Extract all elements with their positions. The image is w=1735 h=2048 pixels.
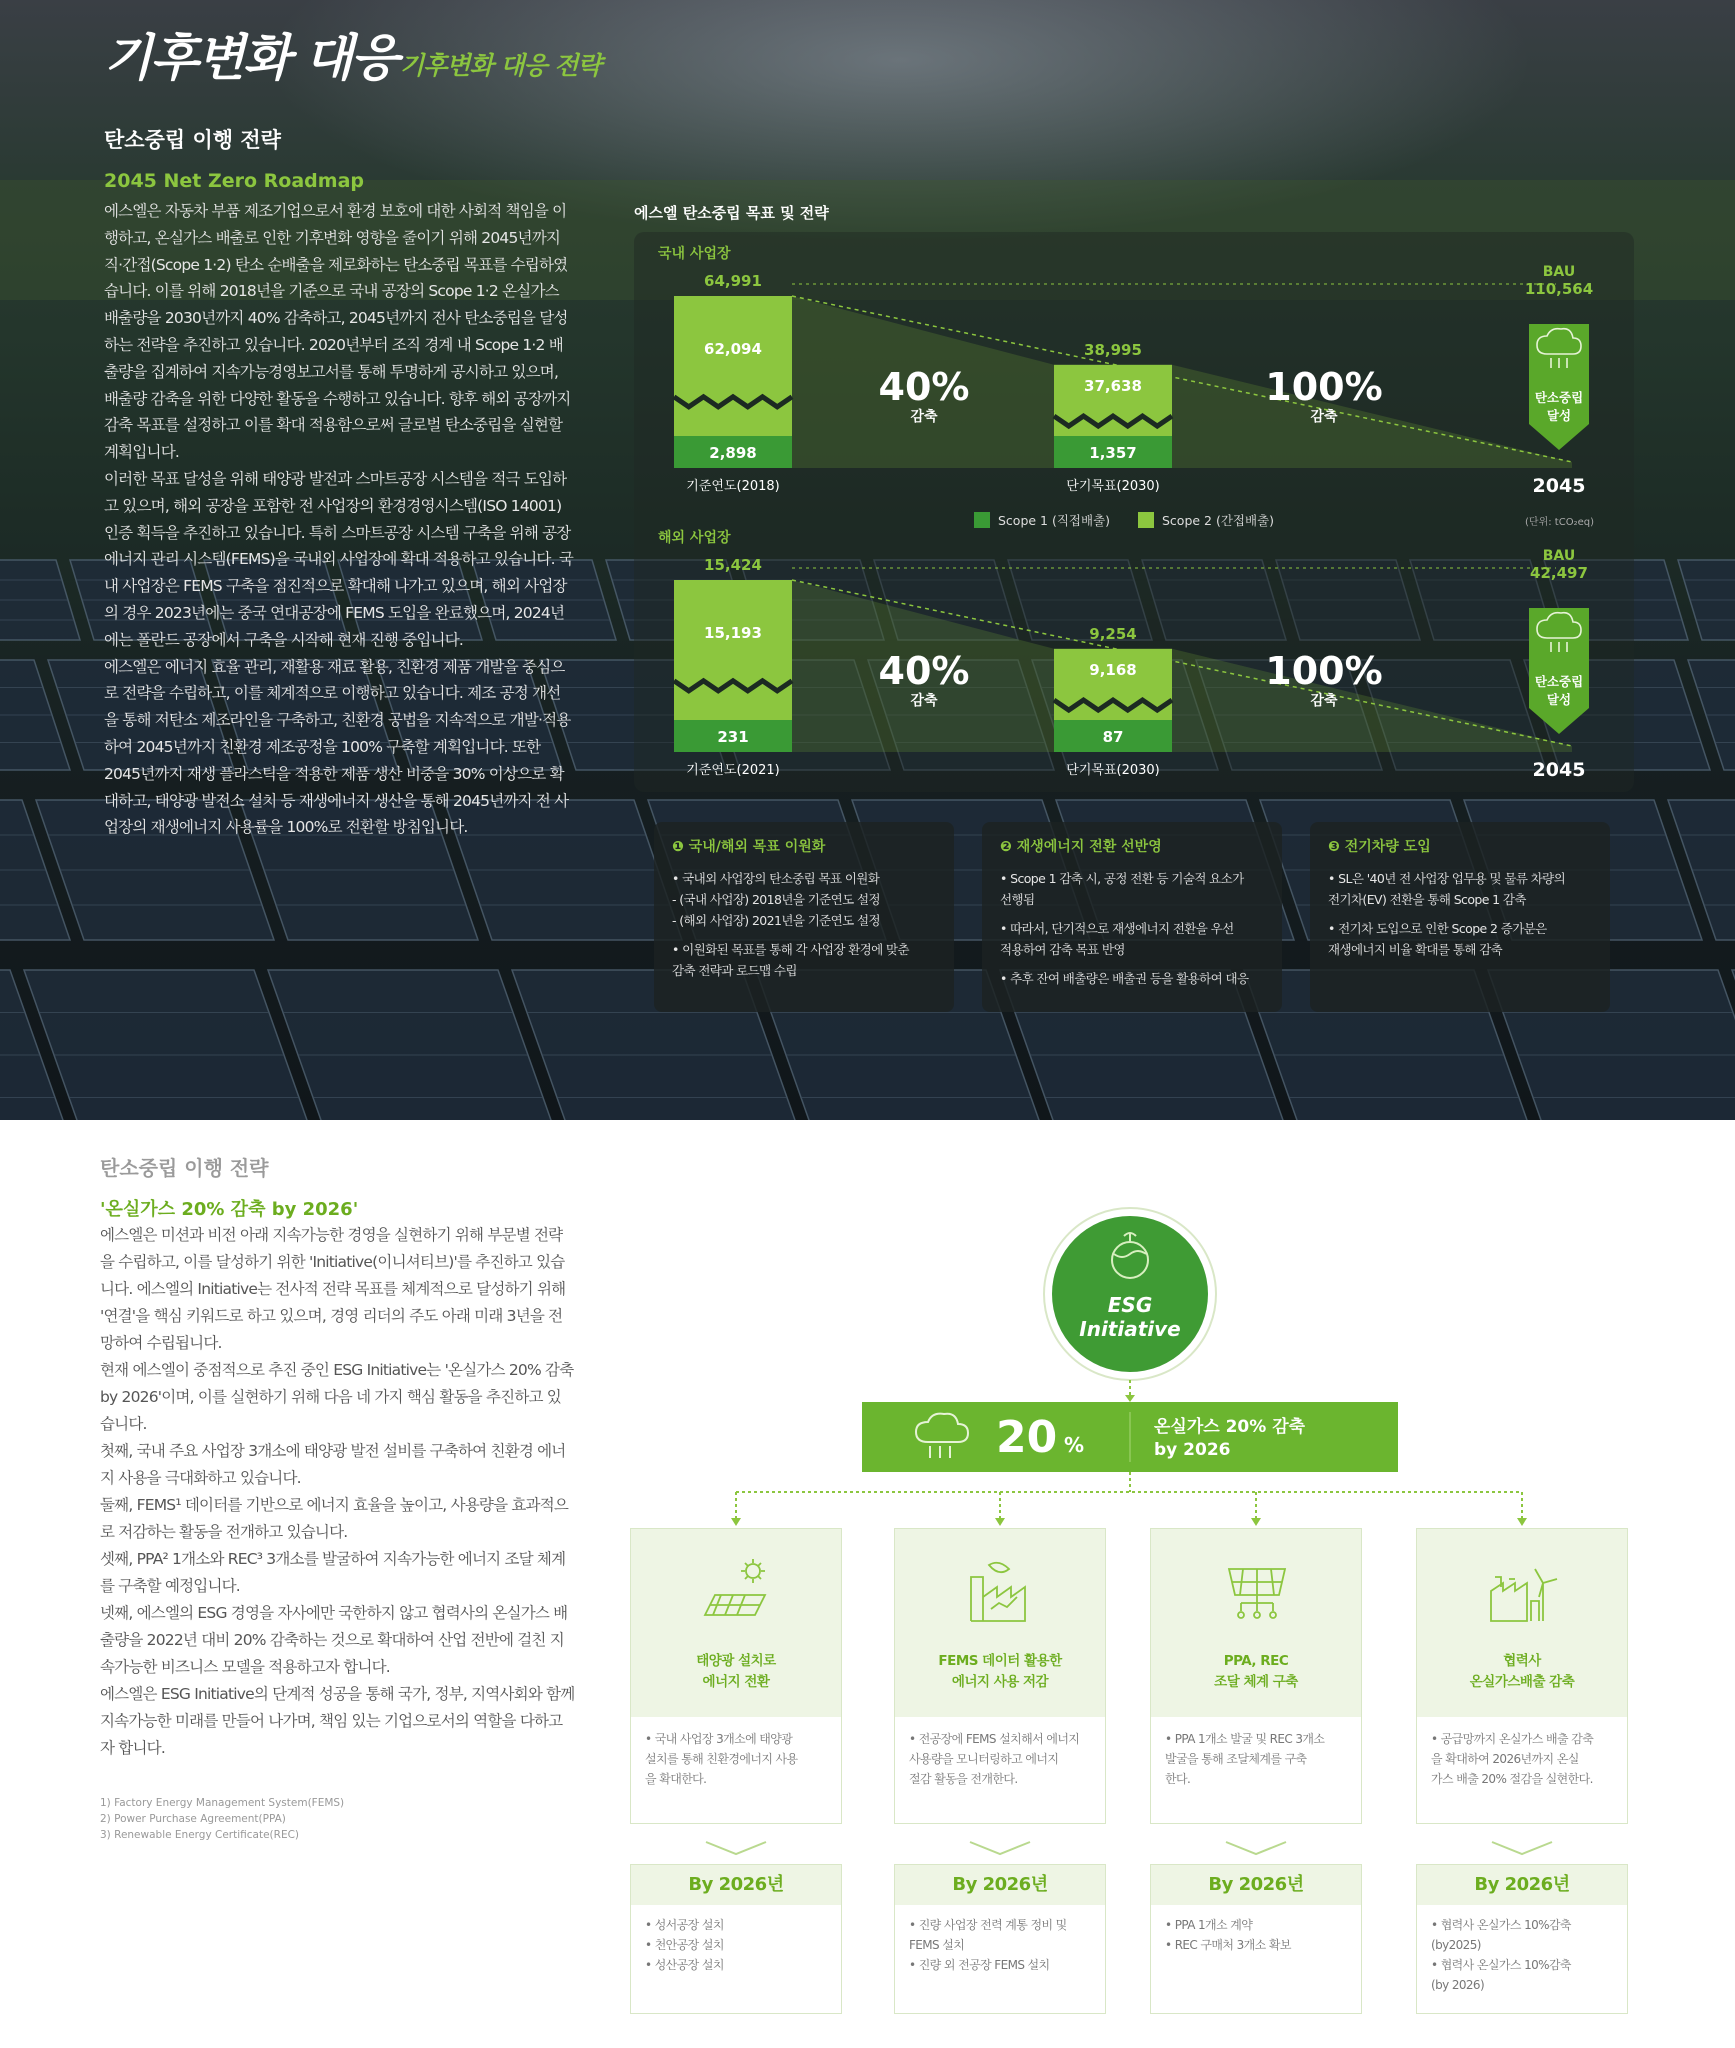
bottom-section-subtitle: '온실가스 20% 감축 by 2026' (100, 1199, 359, 1220)
action-desc: 발굴을 통해 조달체계를 구축 (1165, 1752, 1307, 1766)
esg-circle-line2: Initiative (1079, 1317, 1181, 1341)
reduction-label: 40% (878, 365, 970, 409)
category-label: 기준연도(2021) (686, 763, 780, 778)
end-year-label: 2045 (1532, 475, 1586, 497)
legend-label: Scope 1 (직접배출) (998, 513, 1111, 528)
total-label: 15,424 (704, 556, 762, 574)
action-desc: • 전공장에 FEMS 설치해서 에너지 (909, 1732, 1080, 1746)
factory-icon (961, 1557, 1041, 1627)
strategy-item-line: - (해외 사업장) 2021년을 기준연도 설정 (672, 913, 880, 928)
neutral-label: 달성 (1546, 692, 1572, 707)
bottom-paragraph: 첫째, 국내 주요 사업장 3개소에 태양광 발전 설비를 구축하여 친환경 에너지 사용을 극대화하고 있습니다. (100, 1442, 566, 1487)
by2026-item: • 진량 외 전공장 FEMS 설치 (909, 1958, 1050, 1972)
strategy-item-line: 감축 전략과 로드맵 수립 (672, 963, 797, 978)
by2026-item: • 천안공장 설치 (645, 1938, 724, 1952)
scope2-label: 37,638 (1084, 376, 1142, 395)
by2026-title: By 2026년 (1151, 1865, 1361, 1905)
action-title: 에너지 사용 저감 (951, 1674, 1049, 1690)
action-desc: 절감 활동을 전개한다. (909, 1772, 1018, 1786)
action-desc: • 국내 사업장 3개소에 태양광 (645, 1732, 793, 1746)
action-desc: 한다. (1165, 1772, 1191, 1786)
esg-initiative-diagram (600, 1190, 1700, 1530)
scope1-label: 87 (1102, 728, 1124, 746)
esg-circle-line1: ESG (1107, 1293, 1153, 1317)
strategy-item-line: • Scope 1 감축 시, 공정 전환 등 기술적 요소가 (1000, 871, 1244, 886)
total-label: 9,254 (1089, 624, 1137, 643)
action-card-ppa-rec (1150, 1528, 1362, 1824)
strategy-item (1000, 868, 1264, 910)
grid-panel-icon (1217, 1557, 1297, 1627)
neutral-label: 탄소중립 (1534, 390, 1584, 405)
strategy-item-line: • 추후 잔여 배출량은 배출권 등을 활용하여 대응 (1000, 971, 1249, 986)
by2026-item: • 협력사 온실가스 10%감축 (1431, 1958, 1571, 1972)
bottom-paragraph: 셋째, PPA² 1개소와 REC³ 3개소를 발굴하여 지속가능한 에너지 조달 체계를 구축할 예정입니다. (100, 1550, 566, 1595)
bar-scope2 (674, 580, 792, 720)
reduction-sub: 감축 (910, 693, 938, 709)
scope1-label: 2,898 (709, 444, 757, 462)
strategy-item (1328, 868, 1592, 910)
neutral-label: 탄소중립 (1534, 674, 1584, 689)
total-label: 38,995 (1084, 340, 1142, 359)
category-label: 단기목표(2030) (1066, 763, 1160, 778)
wind-factory-icon (1483, 1557, 1563, 1627)
bau-label: BAU (1542, 548, 1576, 564)
strategy-item-line: • SL은 '40년 전 사업장 업무용 및 물류 차량의 (1328, 871, 1566, 886)
strategy-card-dual-target (654, 822, 954, 1012)
total-label: 64,991 (704, 272, 762, 290)
by2026-item: • 성서공장 설치 (645, 1918, 724, 1932)
strategy-list (672, 868, 936, 981)
strategy-item (672, 868, 936, 931)
strategy-item-line: • 전기차 도입으로 인한 Scope 2 증가분은 (1328, 921, 1547, 936)
scope2-label: 62,094 (704, 340, 762, 358)
action-card-supplier (1416, 1528, 1628, 1824)
by2026-card-solar (630, 1864, 842, 2014)
bottom-section-heading: 탄소중립 이행 전략 (100, 1156, 269, 1180)
action-desc: 가스 배출 20% 절감을 실현한다. (1431, 1772, 1593, 1786)
strategy-item (1328, 918, 1592, 960)
by2026-item: • 성산공장 설치 (645, 1958, 724, 1972)
chart-title: 에스엘 탄소중립 목표 및 전략 (634, 204, 829, 222)
by2026-card-ppa-rec (1150, 1864, 1362, 2014)
legend-swatch-scope1 (974, 512, 990, 528)
chevron-row (600, 1834, 1700, 1864)
by2026-title: By 2026년 (1417, 1865, 1627, 1905)
footnotes (100, 1795, 344, 1843)
by2026-item: (by 2026) (1431, 1978, 1485, 1992)
by2026-item: • 협력사 온실가스 10%감축 (1431, 1918, 1571, 1932)
action-title: 조달 체계 구축 (1214, 1674, 1298, 1690)
intro-paragraph: 에스엘은 자동차 부품 제조기업으로서 환경 보호에 대한 사회적 책임을 이행하고, 온실가스 배출로 인한 기후변화 영향을 줄이기 위해 2045년까지 직·간접(Scope 1·2) 탄소 순배출을 제로화하는 탄소중립 목표를 수립하였습니다. 이를 위해 2018년을 기준으로 국내 공장의 Scope 1·2 온실가스 배출량을 2030년까지 40% 감축하고, 2045년까지 전사 탄소중립을 달성하는 전략을 추진하고 있습니다. 2020년부터 조직 경계 내 Scope 1·2 배출량을 집계하여 지속가능경영보고서를 통해 투명하게 공시하고 있으며, 배출량 감축을 위한 다양한 활동을 수행하고 있습니다. 향후 해외 공장까지 감축 목표를 설정하고 이를 확대 적용함으로써 글로벌 탄소중립을 실현할 계획입니다. (104, 202, 571, 462)
by2026-item: FEMS 설치 (909, 1938, 965, 1952)
reduction-sub: 감축 (910, 409, 938, 425)
strategy-title: ❷ 재생에너지 전환 선반영 (1000, 839, 1162, 855)
action-card-solar (630, 1528, 842, 1824)
strategy-item-line: • 국내외 사업장의 탄소중립 목표 이원화 (672, 871, 880, 886)
by2026-card-supplier (1416, 1864, 1628, 2014)
by2026-item: • PPA 1개소 계약 (1165, 1918, 1253, 1932)
action-desc: 을 확대한다. (645, 1772, 707, 1786)
action-title: PPA, REC (1223, 1653, 1289, 1669)
action-desc: • PPA 1개소 발굴 및 REC 3개소 (1165, 1732, 1325, 1746)
strategy-item-line: 전기차(EV) 전환을 통해 Scope 1 감축 (1328, 892, 1526, 907)
emission-chart (634, 232, 1634, 792)
scope1-label: 1,357 (1089, 444, 1137, 462)
reduction-label: 100% (1265, 365, 1383, 409)
reduction-label: 100% (1265, 649, 1383, 693)
panel-name: 해외 사업장 (658, 530, 731, 546)
by2026-item: • REC 구매처 3개소 확보 (1165, 1938, 1291, 1952)
neutral-label: 달성 (1546, 408, 1572, 423)
strategy-card-renewable (982, 822, 1282, 1012)
chevron-down-icon (1492, 1842, 1552, 1854)
chevron-down-icon (706, 1842, 766, 1854)
bar-scope2 (674, 296, 792, 436)
bau-label: BAU (1542, 264, 1576, 280)
target-unit: % (1064, 1433, 1085, 1457)
bau-value: 42,497 (1530, 564, 1588, 582)
footnote: 1) Factory Energy Management System(FEMS) (100, 1797, 345, 1809)
strategy-item-line: 적용하여 감축 목표 반영 (1000, 942, 1125, 957)
action-desc: • 공급망까지 온실가스 배출 감축 (1431, 1732, 1594, 1746)
bottom-body (100, 1222, 575, 1762)
strategy-item-line: 재생에너지 비율 확대를 통해 감축 (1328, 942, 1503, 957)
reduction-label: 40% (878, 649, 970, 693)
footnote: 3) Renewable Energy Certificate(REC) (100, 1829, 300, 1841)
by2026-title: By 2026년 (895, 1865, 1105, 1905)
action-card-fems (894, 1528, 1106, 1824)
bottom-paragraph: 에스엘은 미션과 비전 아래 지속가능한 경영을 실현하기 위해 부문별 전략을 수립하고, 이를 달성하기 위한 'Initiative(이니셔티브)'를 추진하고 있습니다. 에스엘의 Initiative는 전사적 전략 목표를 체계적으로 달성하기 위해 '연결'을 핵심 키워드로 하고 있으며, 경영 리더의 주도 아래 미래 3년을 전망하여 수립됩니다. (100, 1226, 566, 1352)
by2026-title: By 2026년 (631, 1865, 841, 1905)
strategy-item (672, 939, 936, 981)
action-desc: 을 확대하여 2026년까지 온실 (1431, 1752, 1579, 1766)
by2026-card-fems (894, 1864, 1106, 2014)
bottom-paragraph: 현재 에스엘이 중점적으로 추진 중인 ESG Initiative는 '온실가스 20% 감축 by 2026'이며, 이를 실현하기 위해 다음 네 가지 핵심 활동을 추진하고 있습니다. (100, 1361, 574, 1433)
action-title: 태양광 설치로 (696, 1653, 776, 1669)
strategy-item-line: • 이원화된 목표를 통해 각 사업장 환경에 맞춘 (672, 942, 909, 957)
action-title: FEMS 데이터 활용한 (938, 1653, 1062, 1669)
action-title: 온실가스배출 감축 (1469, 1674, 1575, 1690)
strategy-item (1000, 968, 1264, 989)
action-title: 에너지 전환 (702, 1674, 770, 1690)
reduction-sub: 감축 (1310, 693, 1338, 709)
bau-value: 110,564 (1524, 280, 1594, 298)
intro-paragraph: 에스엘은 에너지 효율 관리, 재활용 재료 활용, 친환경 제품 개발을 중심으로 전략을 수립하고, 이를 체계적으로 이행하고 있습니다. 제조 공정 개선을 통해 저탄소 제조라인을 구축하고, 친환경 공법을 지속적으로 개발·적용하여 2045년까지 친환경 제조공정을 100% 구축할 계획입니다. 또한 2045년까지 재생 플라스틱을 적용한 제품 생산 비중을 30% 이상으로 확대하고, 태양광 발전소 설치 등 재생에너지 생산을 통해 2045년까지 전 사업장의 재생에너지 사용률을 100%로 전환할 방침입니다. (104, 657, 571, 837)
scope1-label: 231 (717, 728, 749, 746)
strategy-item (1000, 918, 1264, 960)
strategy-item-line: 선행됨 (1000, 892, 1035, 907)
page-title: 기후변화 대응 (104, 29, 398, 87)
chevron-down-icon (1226, 1842, 1286, 1854)
chevron-down-icon (970, 1842, 1030, 1854)
bottom-paragraph: 넷째, 에스엘의 ESG 경영을 자사에만 국한하지 않고 협력사의 온실가스 배출량을 2022년 대비 20% 감축하는 것으로 확대하여 산업 전반에 걸친 지속가능한 비즈니스 모델을 적용하고자 합니다. (100, 1604, 568, 1676)
action-title: 협력사 (1503, 1653, 1541, 1669)
strategy-list (1000, 868, 1264, 989)
strategy-card-ev (1310, 822, 1610, 1012)
strategy-item-line: - (국내 사업장) 2018년을 기준연도 설정 (672, 892, 880, 907)
roadmap-title: 2045 Net Zero Roadmap (104, 170, 365, 192)
by2026-item: • 진량 사업장 전력 계통 정비 및 (909, 1918, 1067, 1932)
end-year-label: 2045 (1532, 759, 1586, 781)
intro-paragraph: 이러한 목표 달성을 위해 태양광 발전과 스마트공장 시스템을 적극 도입하고 있으며, 해외 공장을 포함한 전 사업장의 환경경영시스템(ISO 14001) 인증 획득을 추진하고 있습니다. 특히 스마트공장 시스템 구축을 위해 공장 에너지 관리 시스템(FEMS)을 국내외 사업장에 확대 적용하고 있습니다. 국내 사업장은 FEMS 구축을 점진적으로 확대해 나가고 있으며, 해외 사업장의 경우 2023년에는 중국 연대공장에 FEMS 도입을 완료했으며, 2024년에는 폴란드 공장에서 구축을 시작해 현재 진행 중입니다. (104, 469, 574, 649)
legend-label: Scope 2 (간접배출) (1162, 513, 1275, 528)
intro-body (104, 198, 574, 841)
strategy-title: ❸ 전기차량 도입 (1328, 839, 1431, 855)
bottom-paragraph: 둘째, FEMS¹ 데이터를 기반으로 에너지 효율을 높이고, 사용량을 효과적으로 저감하는 활동을 전개하고 있습니다. (100, 1496, 569, 1541)
strategy-title: ❶ 국내/해외 목표 이원화 (672, 839, 826, 855)
strategy-item-line: • 따라서, 단기적으로 재생에너지 전환을 우선 (1000, 921, 1234, 936)
action-desc: 사용량을 모니터링하고 에너지 (909, 1752, 1059, 1766)
legend-swatch-scope2 (1138, 512, 1154, 528)
panel-name: 국내 사업장 (658, 246, 731, 262)
strategy-list (1328, 868, 1592, 960)
by2026-item: (by2025) (1431, 1938, 1481, 1952)
solar-panel-icon (697, 1557, 777, 1627)
target-line2: by 2026 (1154, 1440, 1231, 1460)
scope2-label: 9,168 (1089, 660, 1137, 679)
footnote: 2) Power Purchase Agreement(PPA) (100, 1813, 286, 1825)
scope2-label: 15,193 (704, 624, 762, 642)
action-desc: 설치를 통해 친환경에너지 사용 (645, 1752, 798, 1766)
page-subtitle: 기후변화 대응 전략 (400, 51, 601, 80)
bottom-paragraph: 에스엘은 ESG Initiative의 단계적 성공을 통해 국가, 정부, 지역사회와 함께 지속가능한 미래를 만들어 나가며, 책임 있는 기업으로서의 역할을 다하고자 합니다. (100, 1685, 575, 1757)
category-label: 단기목표(2030) (1066, 479, 1160, 494)
target-line1: 온실가스 20% 감축 (1154, 1417, 1306, 1437)
section-heading: 탄소중립 이행 전략 (104, 128, 281, 152)
reduction-sub: 감축 (1310, 409, 1338, 425)
category-label: 기준연도(2018) (686, 479, 780, 494)
target-number: 20 (996, 1412, 1058, 1463)
unit-label: (단위: tCO₂eq) (1525, 517, 1594, 528)
